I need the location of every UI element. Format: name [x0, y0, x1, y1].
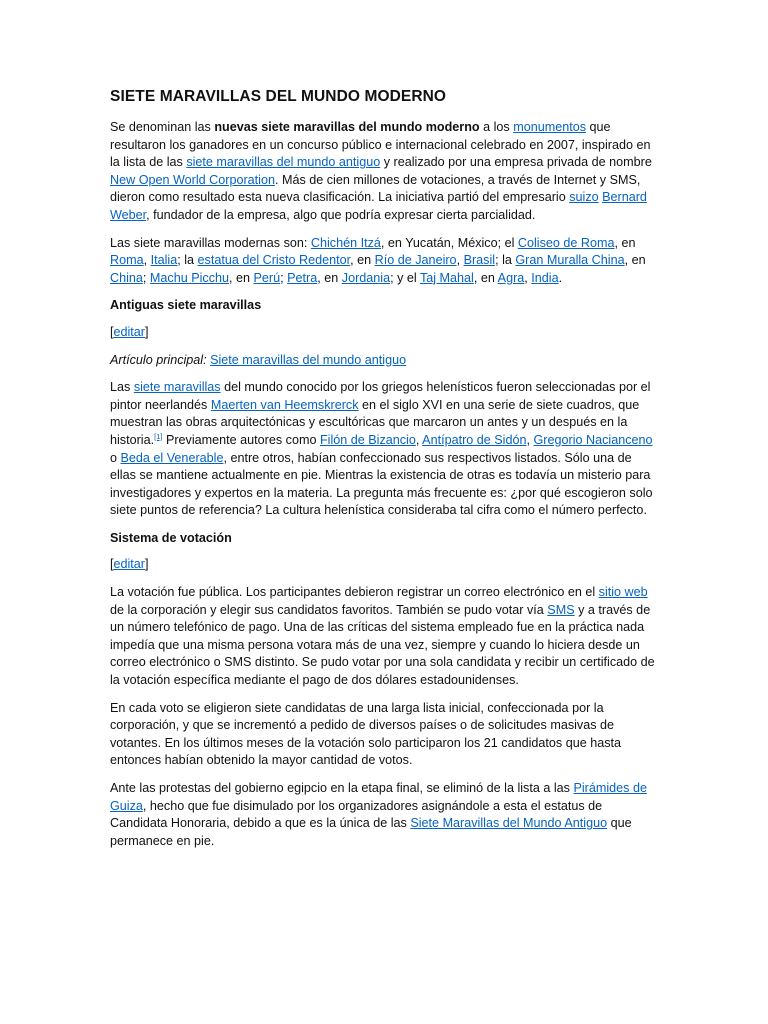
- text: . Más de cien millones de votaciones, a través de Internet y SMS, dieron como resultado esta nueva clasificación. La iniciativa partió del empresario: [110, 172, 641, 205]
- text: que permanece en pie.: [110, 816, 632, 848]
- text: en el siglo XVI en una serie de siete cuadros, que muestran las obras arquitectónicas y escultóricas que marcaron un antes y un después en la historia.: [110, 397, 640, 447]
- link-siete-maravillas-antiguo[interactable]: siete maravillas del mundo antiguo: [186, 155, 381, 170]
- link-siete-maravillas[interactable]: siete maravillas: [133, 380, 221, 395]
- text: a los: [479, 120, 514, 134]
- document-content: [110, 87, 658, 860]
- text: ,: [456, 253, 464, 268]
- text: Previamente autores como: [162, 432, 320, 447]
- bracket: ]: [145, 557, 149, 572]
- egypt-paragraph: [110, 780, 658, 850]
- link-taj-mahal[interactable]: Taj Mahal: [419, 270, 474, 285]
- main-article-note: [110, 352, 658, 370]
- link-brasil[interactable]: Brasil: [463, 253, 496, 268]
- link-filon[interactable]: Filón de Bizancio: [319, 432, 416, 447]
- link-agra[interactable]: Agra: [497, 270, 525, 285]
- link-cristo-redentor[interactable]: estatua del Cristo Redentor: [197, 253, 351, 268]
- link-jordania[interactable]: Jordania: [341, 270, 391, 285]
- text: o: [110, 450, 121, 465]
- text: , en: [614, 235, 636, 250]
- link-maravillas-antiguo[interactable]: Siete Maravillas del Mundo Antiguo: [410, 816, 608, 831]
- text: , entre otros, habían confeccionado sus respectivos listados. Sólo una de ellas se mantiene actualmente en pie. Mientras la existencia de otras es todavía un misterio para investigadores y expertos en la materia. La pregunta más frecuente es: ¿por qué escogieron solo siete puntos de referencia? La cultura helenística consideraba tal cifra como el número perfecto.: [110, 450, 653, 518]
- candidates-paragraph: En cada voto se eligieron siete candidatas de una larga lista inicial, confeccionada por la corporación, y que se incrementó a pedido de diversos países o de solicitudes masivas de votantes. En los últimos meses de la votación solo participaron los 21 candidatos que hasta entonces habían obtenido la mayor cantidad de votos.: [110, 700, 622, 768]
- link-roma[interactable]: Roma: [110, 253, 144, 268]
- text: ;: [280, 270, 288, 285]
- link-monumentos[interactable]: monumentos: [513, 120, 587, 134]
- text: , fundador de la empresa, algo que podría expresar cierta parcialidad.: [146, 207, 536, 222]
- text: ,: [415, 432, 423, 447]
- voting-paragraph: [110, 584, 658, 690]
- link-rio-de-janeiro[interactable]: Río de Janeiro: [374, 253, 457, 268]
- bracket: [: [110, 324, 114, 339]
- main-article-label: Artículo principal:: [110, 352, 211, 367]
- text: y realizado por una empresa privada de nombre: [380, 155, 652, 170]
- text: Se denominan las: [110, 120, 215, 134]
- link-sms[interactable]: SMS: [547, 602, 575, 617]
- edit-link[interactable]: editar: [113, 324, 146, 339]
- text: ; la: [177, 253, 198, 268]
- link-suizo[interactable]: suizo: [569, 190, 599, 205]
- text: ; la: [495, 253, 516, 268]
- bold-text: nuevas siete maravillas del mundo moderno: [214, 120, 480, 134]
- text: , en: [317, 270, 342, 285]
- text: , en: [229, 270, 254, 285]
- intro-paragraph: [110, 119, 658, 225]
- link-petra[interactable]: Petra: [287, 270, 318, 285]
- reference-link[interactable]: [1]: [154, 431, 163, 441]
- link-beda[interactable]: Beda el Venerable: [120, 450, 224, 465]
- text: , hecho que fue disimulado por los organizadores asignándole a esta el estatus de Candidata Honoraria, debido a que es la única de las: [110, 798, 603, 831]
- text: , en: [624, 253, 646, 268]
- bracket: [: [110, 557, 114, 572]
- text: del mundo conocido por los griegos helenísticos fueron seleccionadas por el pintor neerlandés: [110, 380, 651, 412]
- text: y a través de un número telefónico de pago. Una de las críticas del sistema empleado fue en la práctica nada impedía que una misma persona votara más de una vez, siempre y cuando lo hiciera desde un correo electrónico o SMS distinto. Se pudo votar por una sola candidata y recibir un certificado de la votación específica mediante el pago de dos dólares estadounidenses.: [110, 602, 655, 688]
- link-gran-muralla[interactable]: Gran Muralla China: [515, 253, 625, 268]
- text: ;: [142, 270, 150, 285]
- edit-link[interactable]: editar: [113, 557, 146, 572]
- link-gregorio[interactable]: Gregorio Nacianceno: [533, 432, 653, 447]
- section-heading-antiguas: Antiguas siete maravillas: [110, 298, 262, 313]
- text: La votación fue pública. Los participantes debieron registrar un correo electrónico en el: [110, 585, 599, 600]
- text: Ante las protestas del gobierno egipcio en la etapa final, se eliminó de la lista a las: [110, 781, 574, 795]
- text: , en: [350, 253, 375, 268]
- text: ,: [526, 432, 534, 447]
- text: ,: [143, 253, 151, 268]
- edit-link-row: [110, 556, 658, 574]
- section-heading-votacion: Sistema de votación: [110, 530, 232, 545]
- link-coliseo[interactable]: Coliseo de Roma: [517, 235, 615, 250]
- link-machu-picchu[interactable]: Machu Picchu: [149, 270, 230, 285]
- link-chichen-itza[interactable]: Chichén Itzá: [310, 235, 381, 250]
- link-italia[interactable]: Italia: [150, 253, 178, 268]
- text: , en: [473, 270, 498, 285]
- text: .: [558, 270, 563, 285]
- link-main-article[interactable]: Siete maravillas del mundo antiguo: [210, 352, 407, 367]
- link-india[interactable]: India: [531, 270, 559, 285]
- link-new-open-world[interactable]: New Open World Corporation: [110, 172, 275, 187]
- link-maerten[interactable]: Maerten van Heemskrerck: [210, 397, 359, 412]
- text: Las siete maravillas modernas son:: [110, 235, 311, 250]
- link-sitio-web[interactable]: sitio web: [598, 585, 648, 600]
- link-china[interactable]: China: [110, 270, 143, 285]
- text: Las: [110, 380, 134, 395]
- page-title: SIETE MARAVILLAS DEL MUNDO MODERNO: [110, 88, 447, 105]
- text: ,: [524, 270, 532, 285]
- bracket: ]: [145, 324, 149, 339]
- text: de la corporación y elegir sus candidatos favoritos. También se pudo votar vía: [110, 602, 548, 617]
- link-piramides[interactable]: Pirámides de Guiza: [110, 781, 647, 813]
- text: que resultaron los ganadores en un concurso público e internacional celebrado en 2007, inspirado en la lista de las: [110, 120, 651, 170]
- link-bernard-weber[interactable]: Bernard Weber: [110, 190, 647, 222]
- link-peru[interactable]: Perú: [253, 270, 281, 285]
- history-paragraph: [110, 379, 658, 520]
- link-antipatro[interactable]: Antípatro de Sidón: [422, 432, 527, 447]
- text: , en Yucatán, México; el: [380, 235, 518, 250]
- edit-link-row: [110, 324, 658, 342]
- text: ; y el: [390, 270, 420, 285]
- wonders-list-paragraph: [110, 235, 658, 288]
